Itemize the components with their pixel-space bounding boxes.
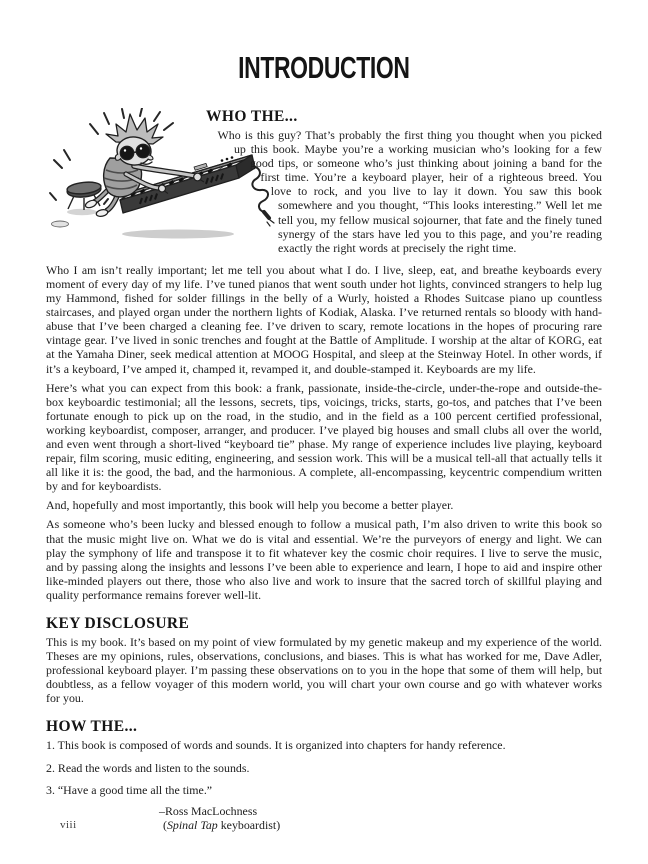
heading-who-the: WHO THE...	[206, 108, 298, 125]
attribution-work-title: Spinal Tap	[166, 818, 218, 833]
section-how-the	[46, 718, 602, 832]
list-item-2: 2. Read the words and listen to the sounds.	[46, 760, 250, 775]
paragraph-musical-path: As someone who’s been lucky and blessed enough to follow a musical path, I’m also driven to write this book so that the music might live on. What we do is vital and essential. We’re the purveyors of energy and light. We can play the symphony of life and transpose it to fit whatever key the cosmic choir requires. I live to serve the music, and by passing along the insights and lessons I’ve been able to experience and learn, I hope to aid and inspire other like-minded players out there, those who also live and work to insure that the sacred torch of skillful playing and quality performance remains forever well-lit.	[46, 517, 602, 602]
attribution-credit: (Spinal Tap keyboardist)	[163, 818, 281, 833]
page-number: viii	[60, 819, 77, 831]
section-key-disclosure	[46, 615, 602, 705]
paragraph-better-player: And, hopefully and most importantly, this book will help you become a better player.	[46, 498, 454, 513]
shadow-shapes	[52, 209, 235, 239]
list-item-1: 1. This book is composed of words and sounds. It is organized into chapters for handy reference.	[46, 738, 506, 753]
attribution-name: –Ross MacLochness	[159, 803, 258, 818]
paragraph-key-disclosure: This is my book. It’s based on my point of view formulated by my genetic makeup and my experience of the world. Theses are my opinions, rules, observations, conclusions, and biases. This is what has worked for me, Dave Adler, professional keyboard player. I’m passing these observations on to you in the hope that some of them will help, but doubtless, as a fellow voyager of this modern world, you will chart your own course and go with whatever works for you.	[46, 635, 602, 706]
section-about-author	[46, 263, 602, 602]
heading-how-the: HOW THE...	[46, 718, 138, 736]
list-item-3: 3. “Have a good time all the time.”	[46, 782, 213, 797]
stool-icon	[66, 181, 101, 210]
paragraph-expectations: Here’s what you can expect from this book: a frank, passionate, inside-the-circle, under-the-rope and outside-the-box keyboardic testimonial; all the lessons, secrets, tips, voicings, tricks, starts, go-tos, and patches that I’ve been fortunate enough to pick up on the road, in the studio, and in the field as a 100 percent certified professional, working keyboardist, composer, arranger, and producer. I’ve played big houses and small clubs all over the world, and even went through a short-lived “keyboard tie” phase. My range of experience includes live playing, keyboard repair, film scoring, music editing, engineering, and session work. This will be a musical tell-all that actually tells it all like it is: the good, the bad, and the harmonious. A complete, all-encompassing, keycentric compendium written by and for keyboardists.	[46, 380, 602, 494]
heading-key-disclosure: KEY DISCLOSURE	[46, 615, 190, 632]
chapter-title-row	[46, 50, 602, 88]
page-content	[0, 50, 648, 833]
page-title: INTRODUCTION	[238, 50, 410, 85]
attribution	[159, 804, 602, 833]
section-who-the	[46, 108, 602, 255]
paragraph-who-the: Who is this guy? That’s probably the first thing you thought when you picked up this book. Maybe you’re a working musician who’s looking for a few good tips, or someone who’s just thinking about joining a band for the first time. You’re a keyboard player, heir of a righteous breed. You love to rock, and you live to lay it down. You saw this book somewhere and you thought, “This looks interesting.” Well let me tell you, my fellow musical sojourner, that fate and the finely tuned synergy of the stars have led you to this page, and you’re reading exactly the right words at precisely the right time.	[217, 128, 602, 255]
paragraph-what-i-do: Who I am isn’t really important; let me tell you about what I do. I live, sleep, eat, and breathe keyboards every moment of every day of my life. I’ve tuned pianos that went south under hot lights, convinced strangers to help lug my Hammond, fished for solder fillings in the belly of a Wurly, hoisted a Rhodes Suitcase piano up countless staircases, and played organ under the northern lights of Kodiak, Alaska. I’ve returned rentals so bloody with hand-abuse that I’ve been charged a cleaning fee. I’ve driven to scary, remote locations in the hopes of procuring rare vintage gear. I’ve lived in sonic trenches and fought at the Battle of Amplitude. I worship at the altar of KORG, eat at the Yamaha Diner, seek medical attention at MOOG Hospital, and sleep at the Steinway Hotel. In other words, if it’s a keyboard, I’ve amped it, champed it, revamped it, and double-stamped it. Keyboards are my life.	[46, 262, 602, 376]
